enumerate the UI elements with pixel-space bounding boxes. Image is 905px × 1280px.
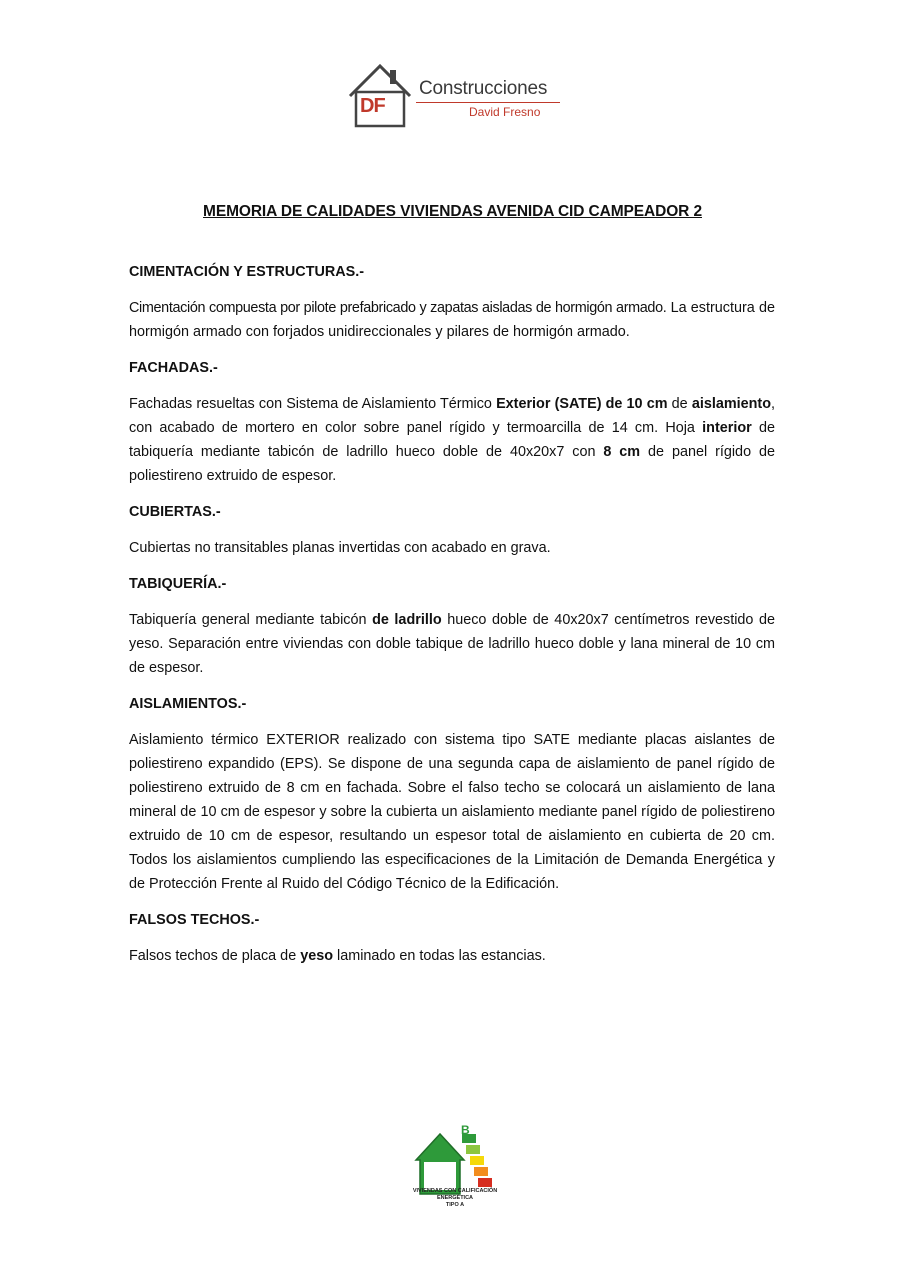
tabiqueria-bold-1: de ladrillo — [372, 612, 442, 628]
logo-mark: DF — [360, 95, 385, 117]
tabiqueria-text-2: hueco doble de 40x20x7 centímetros revestido de yeso. Separación entre viviendas con doble tabique de ladrillo hueco doble y lana mineral de 10 cm de espesor. — [129, 612, 775, 676]
tabiqueria-text-1: Tabiquería general mediante tabicón — [129, 612, 373, 628]
fachadas-bold-3: interior — [702, 420, 752, 436]
section-text-tabiqueria — [129, 608, 775, 680]
section-text-cubiertas: Cubiertas no transitables planas invertidas con acabado en grava. — [129, 540, 551, 556]
document-body — [129, 260, 775, 978]
fachadas-bold-2: aislamiento — [691, 396, 771, 412]
fachadas-text-1: Fachadas resueltas con Sistema de Aislamiento Térmico — [129, 396, 497, 412]
fachadas-text-2: de — [667, 396, 692, 412]
section-text-aislamientos: Aislamiento térmico EXTERIOR realizado con sistema tipo SATE mediante placas aislantes de poliestireno expandido (EPS). Se dispone de una segunda capa de aislamiento de panel rígido de poliestireno extruido de 8 cm en fachada. Sobre el falso techo se colocará un aislamiento de lana mineral de 10 cm de espesor y sobre la cubierta un aislamiento mediante panel rígido de poliestireno extruido de 10 cm de espesor, resultando un espesor total de aislamiento en cubierta de 20 cm. Todos los aislamientos cumpliendo las especificaciones de la Limitación de Demanda Energética y de Protección Frente al Ruido del Código Técnico de la Edificación. — [129, 732, 775, 892]
falsos-techos-text-1: Falsos techos de placa de — [129, 948, 301, 964]
energy-grade-secondary: B — [461, 1123, 470, 1137]
cimentacion-line-1: Cimentación compuesta por pilote prefabricado y zapatas aisladas de hormigón armado. — [129, 300, 667, 316]
section-heading-cimentacion: CIMENTACIÓN Y ESTRUCTURAS.- — [129, 264, 365, 280]
fachadas-bold-1: Exterior (SATE) de 10 cm — [496, 396, 668, 412]
fachadas-bold-4: 8 cm — [603, 444, 641, 460]
falsos-techos-bold-1: yeso — [300, 948, 334, 964]
fachadas-text-4: de tabiquería mediante tabicón de ladrillo hueco doble de 40x20x7 con — [129, 420, 775, 460]
logo-company: Construcciones — [419, 78, 548, 99]
section-text-fachadas — [129, 392, 775, 488]
energy-caption-3: TIPO A — [445, 1202, 465, 1208]
section-text-falsos-techos — [129, 944, 775, 968]
section-heading-tabiqueria: TABIQUERÍA.- — [129, 576, 227, 592]
logo-divider — [416, 102, 560, 103]
fachadas-text-3: , con acabado de mortero en color sobre panel rígido y termoarcilla de 14 cm. Hoja — [129, 396, 775, 436]
falsos-techos-text-2: laminado en todas las estancias. — [333, 948, 546, 964]
energy-grade: A — [432, 1140, 450, 1167]
cimentacion-line-2: La estructura de hormigón armado con forjados unidireccionales y pilares de hormigón armado. — [129, 300, 775, 340]
energy-caption-1: VIVIENDAS CON CALIFICACIÓN — [412, 1188, 498, 1194]
document-title: MEMORIA DE CALIDADES VIVIENDAS AVENIDA CID CAMPEADOR 2 — [203, 203, 702, 220]
section-heading-falsos-techos: FALSOS TECHOS.- — [129, 912, 260, 928]
section-text-cimentacion — [129, 296, 775, 344]
section-heading-cubiertas: CUBIERTAS.- — [129, 504, 221, 520]
section-heading-fachadas: FACHADAS.- — [129, 360, 218, 376]
fachadas-text-5: de panel rígido de poliestireno extruido de espesor. — [129, 444, 775, 484]
energy-caption-2: ENERGÉTICA — [436, 1195, 474, 1201]
logo-owner: David Fresno — [469, 105, 541, 119]
section-heading-aislamientos: AISLAMIENTOS.- — [129, 696, 247, 712]
